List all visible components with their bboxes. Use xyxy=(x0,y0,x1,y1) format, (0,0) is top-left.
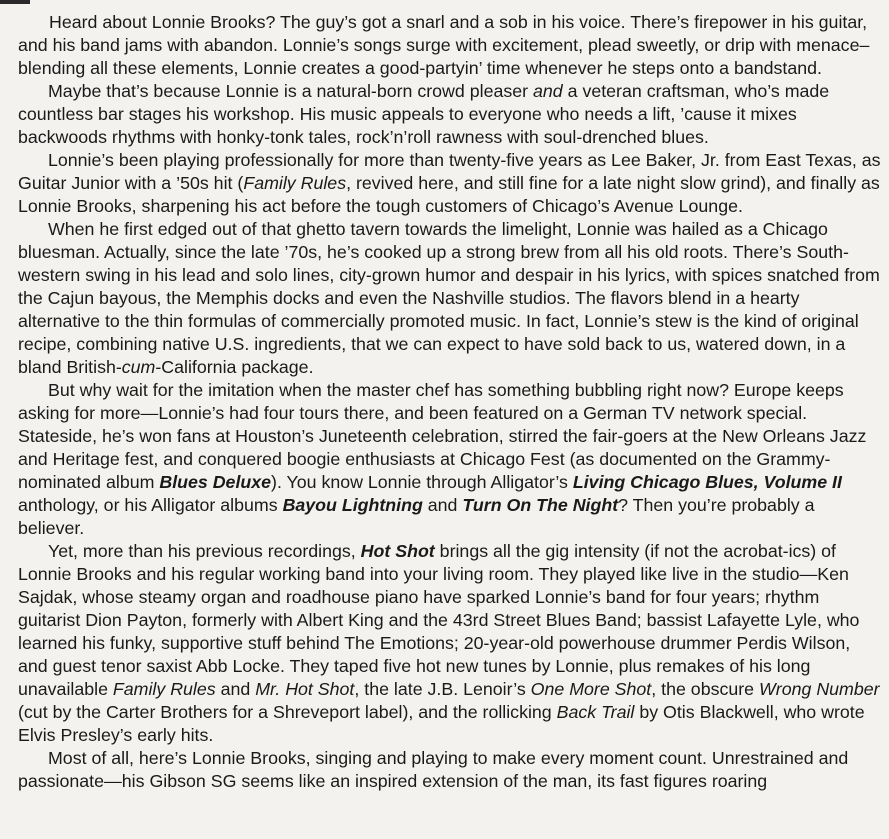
paragraph-crowd-pleaser: Maybe that’s because Lonnie is a natural-born crowd pleaser and a veteran craftsman, who’s made countless bar stages his workshop. His music appeals to everyone who needs a lift, ’cause it mixes backwoods rhythms with honky-tonk tales, rock’n’roll rawness with soul-drenched blues. xyxy=(18,81,830,147)
paragraph-career: Lonnie’s been playing professionally for more than twenty-five years as Lee Baker, Jr. from East Texas, as Guitar Junior with a ’50s hit (Family Rules, revived here, and still fine for a late night slow grind), and finally as Lonnie Brooks, sharpening his act before the tough customers of Chicago’s Avenue Lounge. xyxy=(18,150,881,216)
emphasis-and: and xyxy=(533,81,563,101)
song-title-one-more-shot: One More Shot xyxy=(530,679,652,699)
paragraph-closing: Most of all, here’s Lonnie Brooks, singing and playing to make every moment count. Unrestrained and passionate—his Gibson SG seems like an inspired extension of the man, its fast figures roaring xyxy=(18,748,849,791)
paragraph-intro: Heard about Lonnie Brooks? The guy’s got a snarl and a sob in his voice. There’s firepower in his guitar, and his band jams with abandon. Lonnie’s songs surge with excitement, plead sweetly, or drip with menace–blending all these elements, Lonnie creates a good-partyin’ time whenever he steps onto a bandstand. xyxy=(18,12,870,78)
emphasis-cum: cum xyxy=(121,357,156,377)
scan-edge-mark xyxy=(0,0,30,4)
song-title-wrong-number: Wrong Number xyxy=(759,679,880,699)
paragraph-roots: When he first edged out of that ghetto tavern towards the limelight, Lonnie was hailed as a Chicago bluesman. Actually, since the late ’70s, he’s cooked up a strong brew from all his old roots. There’s South-western swing in his lead and solo lines, city-grown humor and despair in his lyrics, with spices snatched from the Cajun bayous, the Memphis docks and even the Nashville studios. The flavors blend in a hearty alternative to the thin formulas of commercially promoted music. In fact, Lonnie’s stew is the kind of original recipe, combining native U.S. ingredients, that we can expect to have sold back to us, watered down, in a bland British-cum-California package. xyxy=(18,219,880,377)
song-title-mr-hot-shot: Mr. Hot Shot xyxy=(255,679,355,699)
song-title-back-trail: Back Trail xyxy=(556,702,635,722)
song-title-family-rules-2: Family Rules xyxy=(112,679,216,699)
song-title-family-rules: Family Rules xyxy=(243,173,347,193)
album-title-turn-on-the-night: Turn On The Night xyxy=(462,495,619,515)
album-title-hot-shot: Hot Shot xyxy=(360,541,435,561)
album-title-blues-deluxe: Blues Deluxe xyxy=(159,472,272,492)
liner-notes-body xyxy=(18,11,883,793)
paragraph-hot-shot: Yet, more than his previous recordings, Hot Shot brings all the gig intensity (if not the acrobat-ics) of Lonnie Brooks and his regular working band into your living room. They played like live in the studio—Ken Sajdak, whose steamy organ and roadhouse piano have sparked Lonnie’s band for four years; rhythm guitarist Dion Payton, formerly with Albert King and the 43rd Street Blues Band; bassist Lafayette Lyle, who learned his funky, supportive stuff behind The Emotions; 20-year-old powerhouse drummer Perdis Wilson, and guest tenor saxist Abb Locke. They taped five hot new tunes by Lonnie, plus remakes of his long unavailable Family Rules and Mr. Hot Shot, the late J.B. Lenoir’s One More Shot, the obscure Wrong Number (cut by the Carter Brothers for a Shreveport label), and the rollicking Back Trail by Otis Blackwell, who wrote Elvis Presley’s early hits. xyxy=(18,541,880,745)
paragraph-tours: But why wait for the imitation when the master chef has something bubbling right now? Europe keeps asking for more—Lonnie’s had four tours there, and been featured on a German TV network special. Stateside, he’s won fans at Houston’s Juneteenth celebration, stirred the fair-goers at the New Orleans Jazz and Heritage fest, and conquered boogie enthusiasts at Chicago Fest (as documented on the Grammy-nominated album Blues Deluxe). You know Lonnie through Alligator’s Living Chicago Blues, Volume II anthology, or his Alligator albums Bayou Lightning and Turn On The Night? Then you’re probably a believer. xyxy=(18,380,867,538)
album-title-living-chicago-blues: Living Chicago Blues, Volume II xyxy=(572,472,842,492)
album-title-bayou-lightning: Bayou Lightning xyxy=(282,495,423,515)
